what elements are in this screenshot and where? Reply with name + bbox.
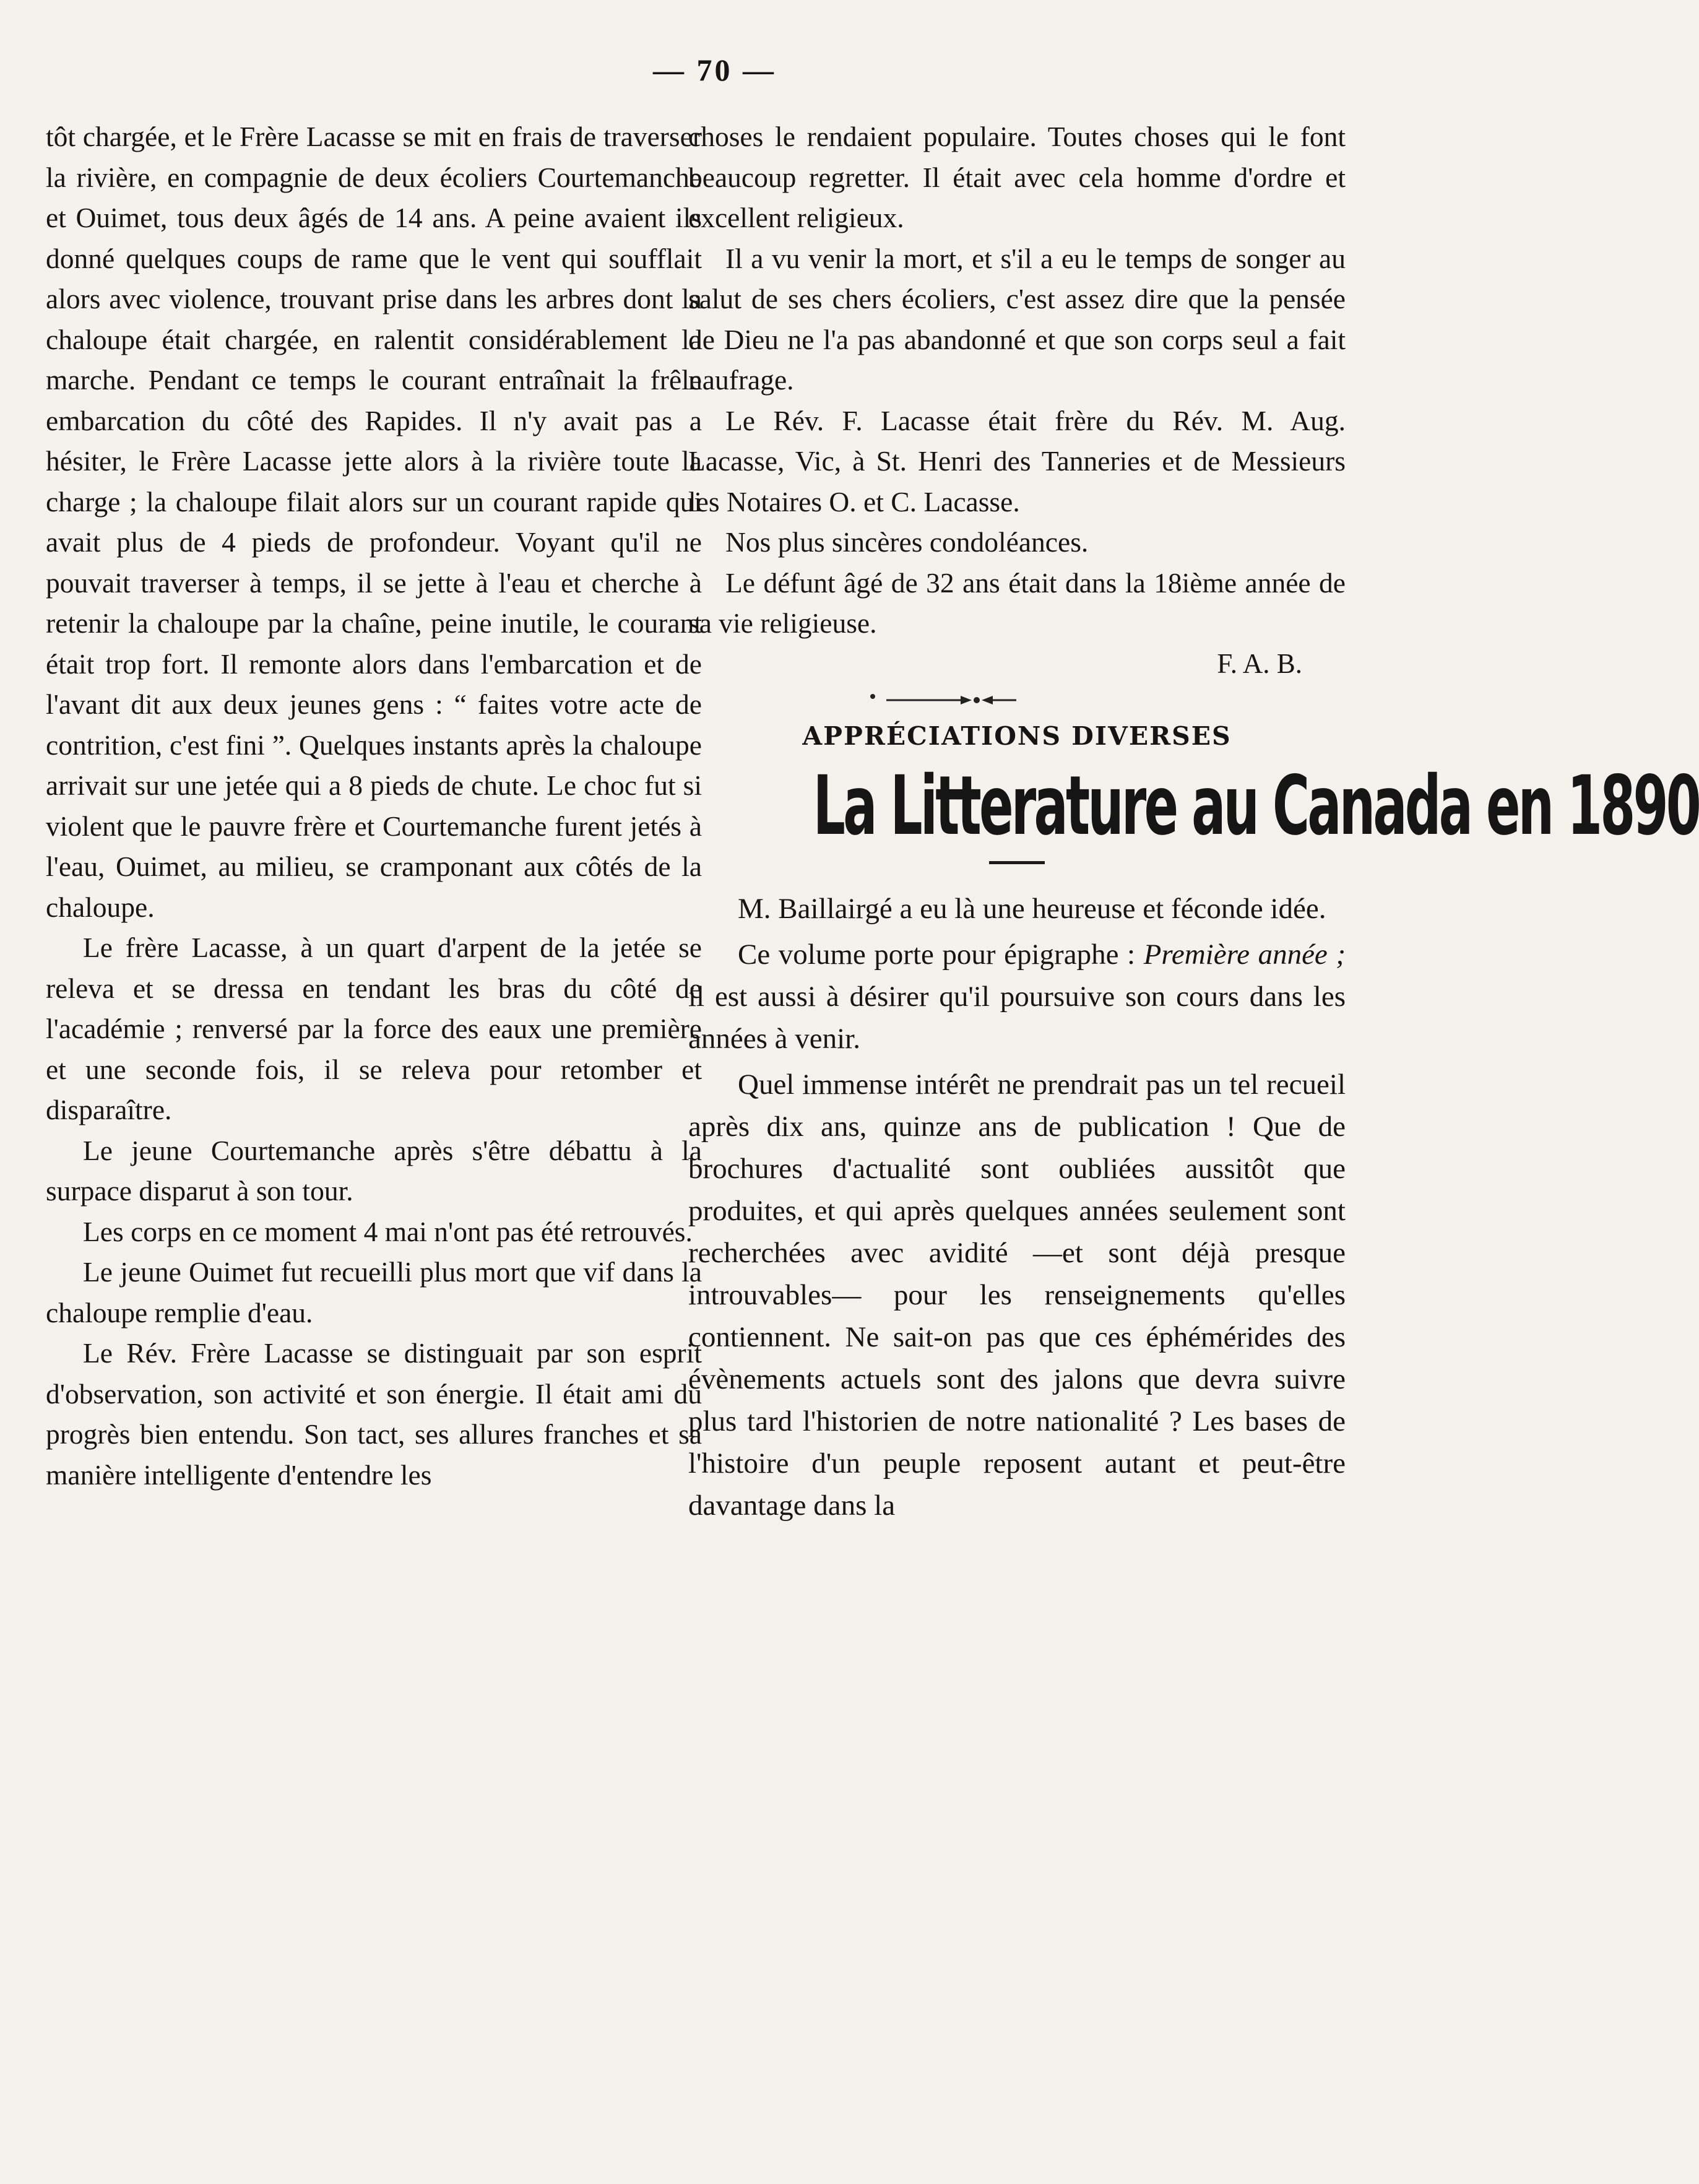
author-signature: F. A. B. xyxy=(1217,648,1302,679)
headline-rule xyxy=(989,861,1045,864)
paragraph: choses le rendaient populaire. Toutes choses qui le font beaucoup regretter. Il était avec cela homme d'ordre et excellent religieux. xyxy=(688,121,1346,233)
paragraph: tôt chargée, et le Frère Lacasse se mit en frais de traverser la rivière, en compagnie de deux écoliers Courtemanche et Ouimet, tous deux âgés de 14 ans. A peine avaient ils donné quelques coups de rame que le vent qui soufflait alors avec violence, trouvant prise dans les arbres dont la chaloupe était chargée, en ralentit considérablement la marche. Pendant ce temps le courant entraînait la frêle embarcation du côté des Rapides. Il n'y avait pas a hésiter, le Frère Lacasse jette alors à la rivière toute la charge ; la chaloupe filait alors sur un courant rapide qui avait plus de 4 pieds de profondeur. Voyant qu'il ne pouvait traverser à temps, il se jette à l'eau et cherche à retenir la chaloupe par la chaîne, peine inutile, le courant était trop fort. Il remonte alors dans l'embarcation et de l'avant dit aux deux jeunes gens : “ faites votre acte de contrition, c'est fini ”. Quelques instants après la chaloupe arrivait sur une jetée qui a 8 pieds de chute. Le choc fut si violent que le pauvre frère et Courtemanche furent jetés à l'eau, Ouimet, au milieu, se cramponant aux côtés de la chaloupe. xyxy=(46,121,702,923)
paragraph: Les corps en ce moment 4 mai n'ont pas été retrouvés. xyxy=(83,1215,693,1247)
article-body xyxy=(688,888,1346,1527)
paragraph: Le jeune Ouimet fut recueilli plus mort que vif dans la chaloupe remplie d'eau. xyxy=(46,1256,702,1328)
paragraph: Il a vu venir la mort, et s'il a eu le temps de songer au salut de ses chers écoliers, c'est assez dire que la pensée de Dieu ne l'a pas abandonné et que son corps seul a fait naufrage. xyxy=(688,242,1346,396)
page-number: — 70 — xyxy=(653,53,776,87)
paragraph: Le Rév. Frère Lacasse se distinguait par son esprit d'observation, son activité et son énergie. Il était ami du progrès bien entendu. Son tact, ses allures franches et sa manière intelligente d'entendre les xyxy=(46,1337,702,1491)
paragraph-text: il est aussi à désirer qu'il poursuive son cours dans les années à venir. xyxy=(688,981,1346,1055)
right-column xyxy=(688,116,1699,1527)
paragraph: Nos plus sincères condoléances. xyxy=(725,526,1089,558)
left-column xyxy=(46,116,702,1495)
paragraph: Le Rév. F. Lacasse était frère du Rév. M. Aug. Lacasse, Vic, à St. Henri des Tanneries et de Messieurs les Notaires O. et C. Lacasse. xyxy=(688,404,1346,518)
paragraph-text: Ce volume porte pour épigraphe : xyxy=(738,938,1136,971)
paragraph: Le jeune Courtemanche après s'être débattu à la surpace disparut à son tour. xyxy=(46,1134,702,1207)
paragraph: Le défunt âgé de 32 ans était dans la 18ième année de sa vie religieuse. xyxy=(688,566,1346,639)
article-headline: La Litterature au Canada en 1890 xyxy=(813,758,1699,854)
paragraph xyxy=(688,934,1346,1060)
paragraph: Le frère Lacasse, à un quart d'arpent de la jetée se releva et se dressa en tendant les bras du côté de l'académie ; renversé par la force des eaux une première et une seconde fois, il se releva pour retomber et disparaître. xyxy=(46,932,702,1125)
epigraph-italic: Première année ; xyxy=(1143,938,1346,971)
ornament-divider-icon xyxy=(688,684,1346,716)
paragraph: Quel immense intérêt ne prendrait pas un tel recueil après dix ans, quinze ans de publication ! Que de brochures d'actualité sont oubliées aussitôt que produites, et qui après quelques années seulement sont recherchées avec avidité —et sont déjà presque introuvables— pour les renseignements qu'elles contiennent. Ne sait-on pas que ces éphémérides des évènements actuels sont des jalons que devra suivre plus tard l'historien de notre nationalité ? Les bases de l'histoire d'un peuple reposent autant et peut-être davantage dans la xyxy=(688,1068,1346,1522)
paragraph: M. Baillairgé a eu là une heureuse et féconde idée. xyxy=(738,893,1326,925)
section-title: APPRÉCIATIONS DIVERSES xyxy=(802,721,1232,751)
